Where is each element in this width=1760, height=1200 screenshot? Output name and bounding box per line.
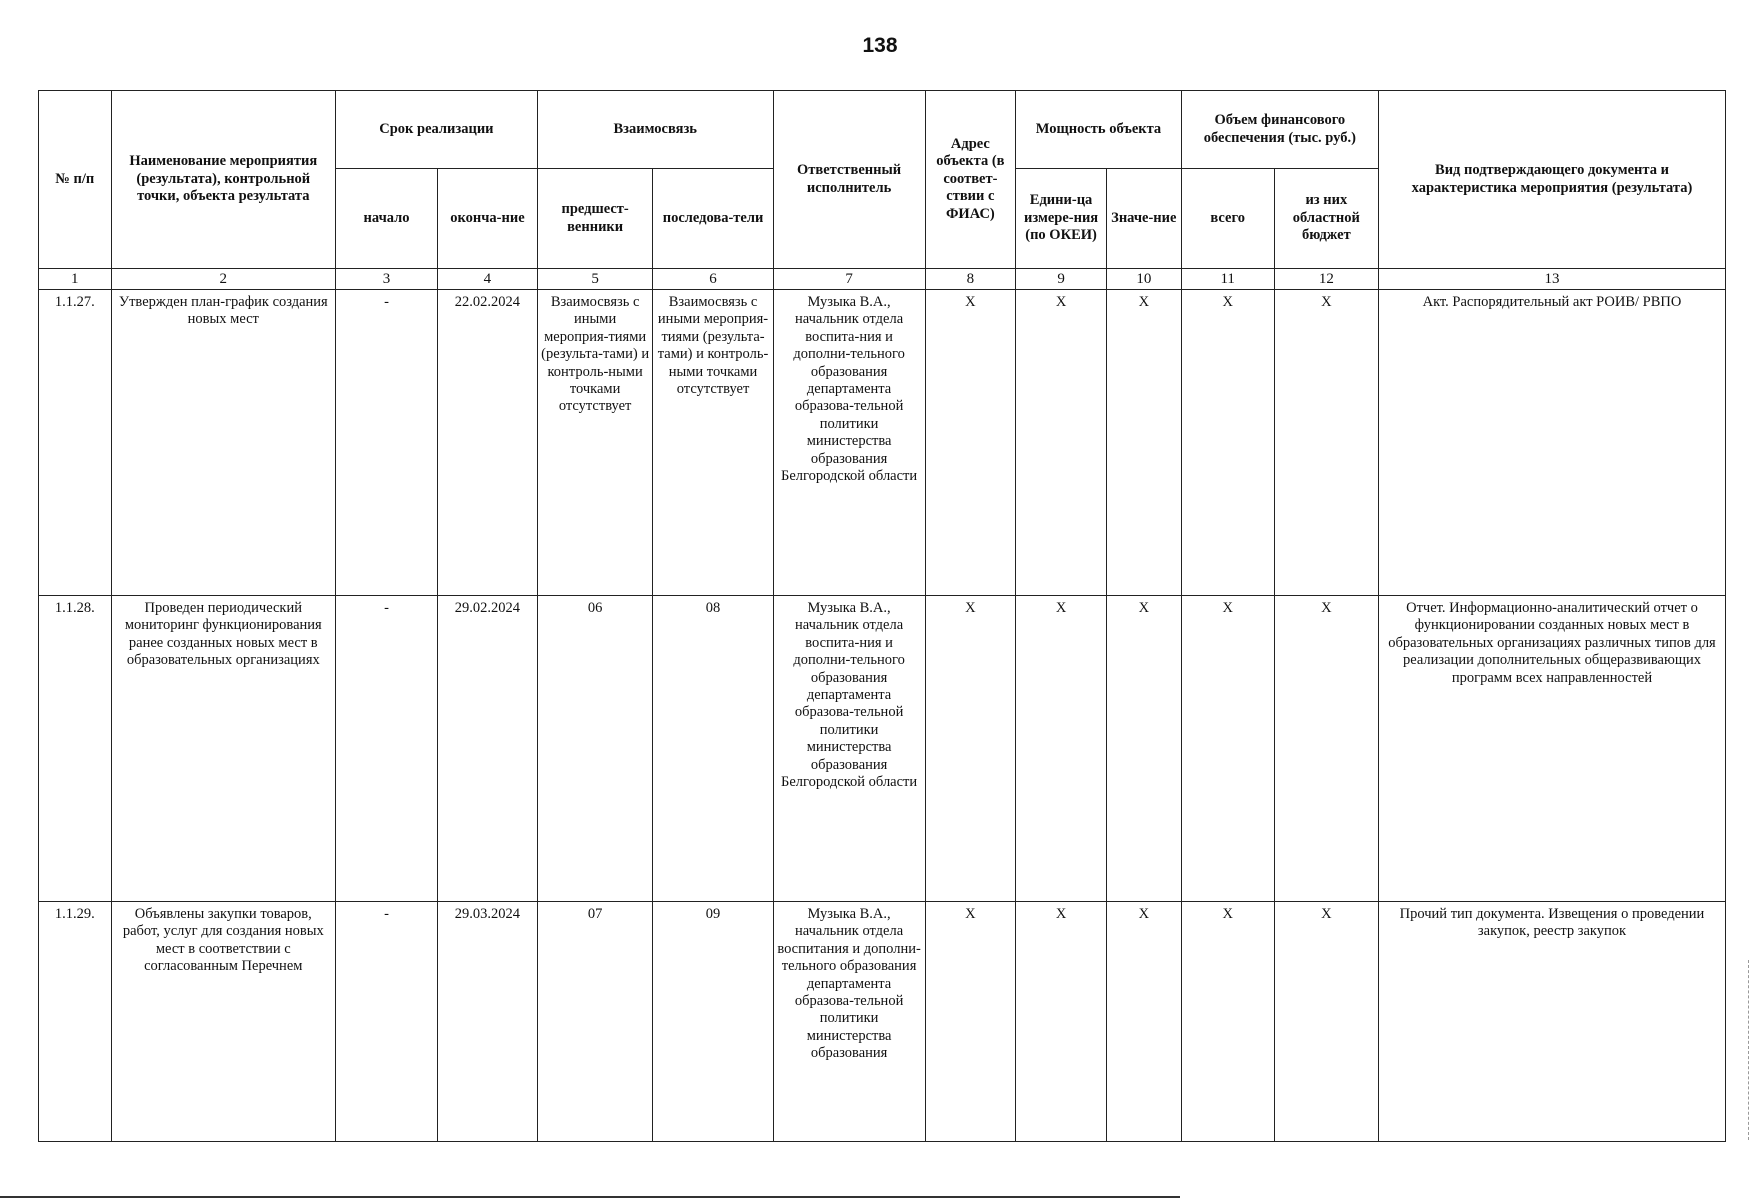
header-term-start: начало <box>336 169 438 269</box>
row-value: X <box>1106 596 1181 902</box>
header-finance-total: всего <box>1181 169 1274 269</box>
row-total: X <box>1181 902 1274 1142</box>
column-numbers-row <box>39 269 1726 290</box>
header-doc-type: Вид подтверждающего документа и характеристика мероприятия (результата) <box>1378 91 1725 269</box>
row-end: 29.03.2024 <box>438 902 538 1142</box>
row-value: X <box>1106 902 1181 1142</box>
column-number: 3 <box>336 269 438 290</box>
row-executor: Музыка В.А., начальник отдела воспита-ния и дополни-тельного образования департамента образова-тельной политики министерства образования Белгородской области <box>773 290 925 596</box>
row-doc: Акт. Распорядительный акт РОИВ/ РВПО <box>1378 290 1725 596</box>
header-name: Наименование мероприятия (результата), контрольной точки, объекта результата <box>111 91 335 269</box>
plan-table <box>38 90 1726 1142</box>
header-executor: Ответственный исполнитель <box>773 91 925 269</box>
row-unit: X <box>1016 596 1107 902</box>
header-capacity-unit: Едини-ца измере-ния (по ОКЕИ) <box>1016 169 1107 269</box>
row-next: 09 <box>653 902 773 1142</box>
column-number: 1 <box>39 269 112 290</box>
row-name: Утвержден план-график создания новых мест <box>111 290 335 596</box>
table-header <box>39 91 1726 290</box>
page-number: 138 <box>862 34 898 57</box>
row-next: 08 <box>653 596 773 902</box>
row-executor: Музыка В.А., начальник отдела воспита-ния и дополни-тельного образования департамента образова-тельной политики министерства образования Белгородской области <box>773 596 925 902</box>
row-executor: Музыка В.А., начальник отдела воспитания и дополни-тельного образования департамента образова-тельной политики министерства образования <box>773 902 925 1142</box>
table-row <box>39 902 1726 1142</box>
row-end: 29.02.2024 <box>438 596 538 902</box>
header-term: Срок реализации <box>336 91 538 169</box>
column-number: 9 <box>1016 269 1107 290</box>
header-link: Взаимосвязь <box>537 91 773 169</box>
row-total: X <box>1181 290 1274 596</box>
row-prev: 06 <box>537 596 653 902</box>
table-row <box>39 290 1726 596</box>
header-link-prev: предшест-венники <box>537 169 653 269</box>
column-number: 10 <box>1106 269 1181 290</box>
column-number: 6 <box>653 269 773 290</box>
row-doc: Прочий тип документа. Извещения о проведении закупок, реестр закупок <box>1378 902 1725 1142</box>
row-unit: X <box>1016 902 1107 1142</box>
row-value: X <box>1106 290 1181 596</box>
column-number: 13 <box>1378 269 1725 290</box>
column-number: 4 <box>438 269 538 290</box>
header-term-end: оконча-ние <box>438 169 538 269</box>
row-start: - <box>336 290 438 596</box>
column-number: 5 <box>537 269 653 290</box>
row-doc: Отчет. Информационно-аналитический отчет о функционировании созданных новых мест в образовательных организациях различных типов для реализации дополнительных общеразвивающих программ всех направленностей <box>1378 596 1725 902</box>
row-start: - <box>336 596 438 902</box>
column-number: 2 <box>111 269 335 290</box>
row-prev: 07 <box>537 902 653 1142</box>
column-number: 11 <box>1181 269 1274 290</box>
row-name: Объявлены закупки товаров, работ, услуг для создания новых мест в соответствии с согласованным Перечнем <box>111 902 335 1142</box>
page-bottom-rule <box>0 1196 1180 1198</box>
header-capacity: Мощность объекта <box>1016 91 1182 169</box>
row-name: Проведен периодический мониторинг функционирования ранее созданных новых мест в образовательных организациях <box>111 596 335 902</box>
column-number: 7 <box>773 269 925 290</box>
header-num: № п/п <box>39 91 112 269</box>
header-finance-regional: из них областной бюджет <box>1274 169 1378 269</box>
row-total: X <box>1181 596 1274 902</box>
row-address: X <box>925 290 1016 596</box>
row-start: - <box>336 902 438 1142</box>
row-num: 1.1.29. <box>39 902 112 1142</box>
header-link-next: последова-тели <box>653 169 773 269</box>
row-address: X <box>925 902 1016 1142</box>
row-regional: X <box>1274 902 1378 1142</box>
header-address: Адрес объекта (в соответ-ствии с ФИАС) <box>925 91 1016 269</box>
scan-edge-mark <box>1748 960 1751 1140</box>
table-row <box>39 596 1726 902</box>
column-number: 12 <box>1274 269 1378 290</box>
header-capacity-value: Значе-ние <box>1106 169 1181 269</box>
row-num: 1.1.27. <box>39 290 112 596</box>
header-finance: Объем финансового обеспечения (тыс. руб.) <box>1181 91 1378 169</box>
row-address: X <box>925 596 1016 902</box>
row-end: 22.02.2024 <box>438 290 538 596</box>
row-num: 1.1.28. <box>39 596 112 902</box>
row-prev: Взаимосвязь с иными мероприя-тиями (результа-тами) и контроль-ными точками отсутствует <box>537 290 653 596</box>
row-regional: X <box>1274 290 1378 596</box>
row-next: Взаимосвязь с иными мероприя-тиями (результа-тами) и контроль-ными точками отсутствует <box>653 290 773 596</box>
row-regional: X <box>1274 596 1378 902</box>
column-number: 8 <box>925 269 1016 290</box>
row-unit: X <box>1016 290 1107 596</box>
